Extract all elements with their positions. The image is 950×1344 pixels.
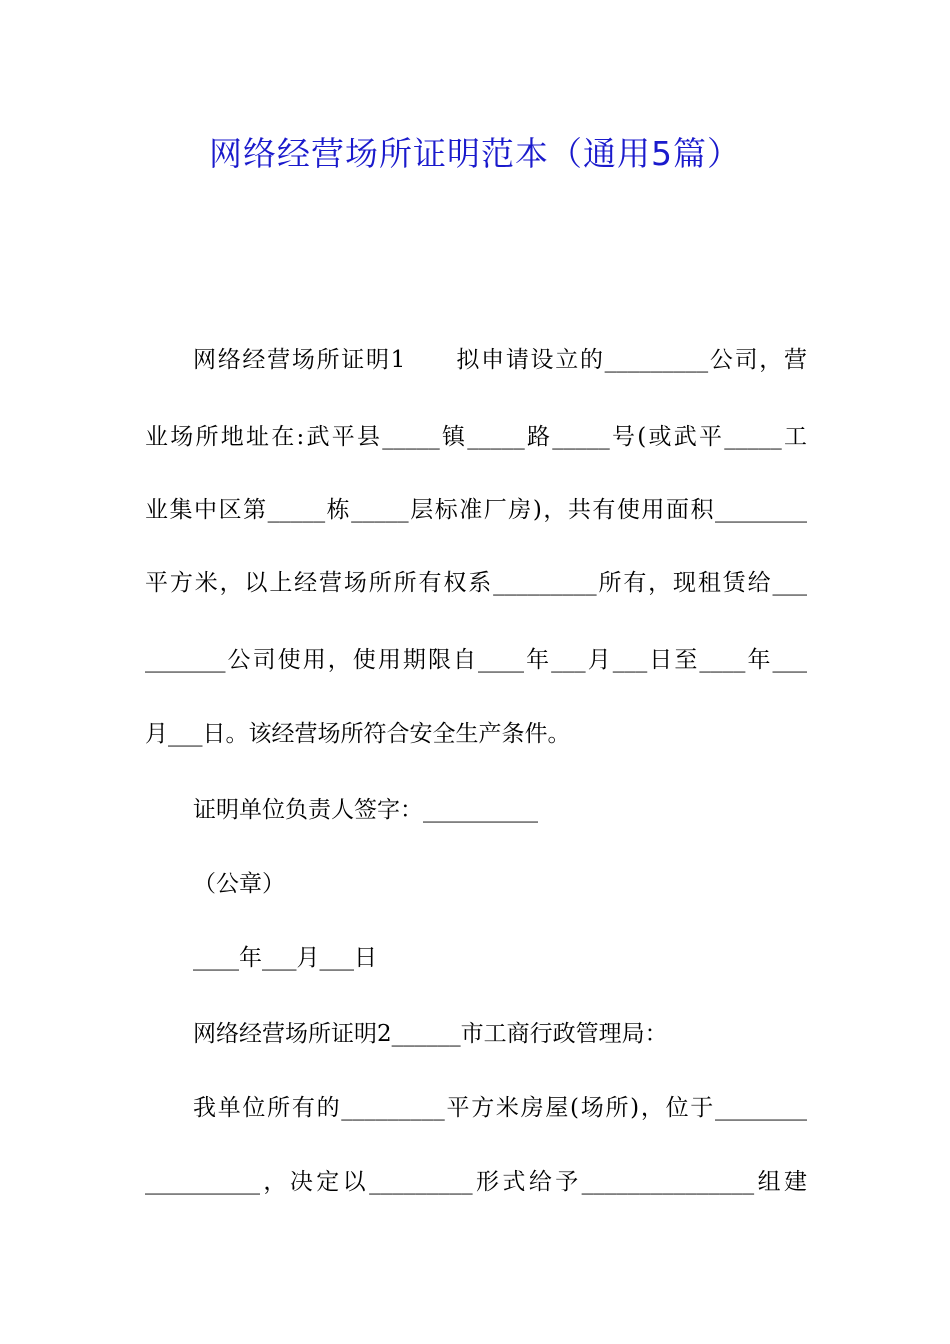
paragraph-line: 业场所地址在:武平县_____镇_____路_____号(或武平_____工	[145, 424, 807, 450]
signature-line: 证明单位负责人签字：__________	[193, 797, 538, 823]
paragraph-line: 平方米，以上经营场所所有权系_________所有，现租赁给___	[145, 570, 807, 596]
page-title: 网络经营场所证明范本（通用5篇）	[209, 134, 741, 173]
paragraph-line: 我单位所有的_________平方米房屋(场所)，位于________	[193, 1095, 807, 1121]
section-heading: 网络经营场所证明2______市工商行政管理局：	[193, 1021, 668, 1047]
paragraph-line: _______公司使用，使用期限自____年___月___日至____年___	[145, 647, 807, 673]
paragraph-line: 月___日。该经营场所符合安全生产条件。	[145, 721, 571, 747]
date-line: ____年___月___日	[193, 945, 377, 971]
paragraph-line: 网络经营场所证明1 拟申请设立的_________公司，营	[193, 347, 807, 373]
paragraph-line: 业集中区第_____栋_____层标准厂房)，共有使用面积________	[145, 497, 807, 523]
seal-label: （公章）	[193, 871, 285, 897]
paragraph-line: __________，决定以_________形式给予_______________组建	[145, 1169, 807, 1195]
